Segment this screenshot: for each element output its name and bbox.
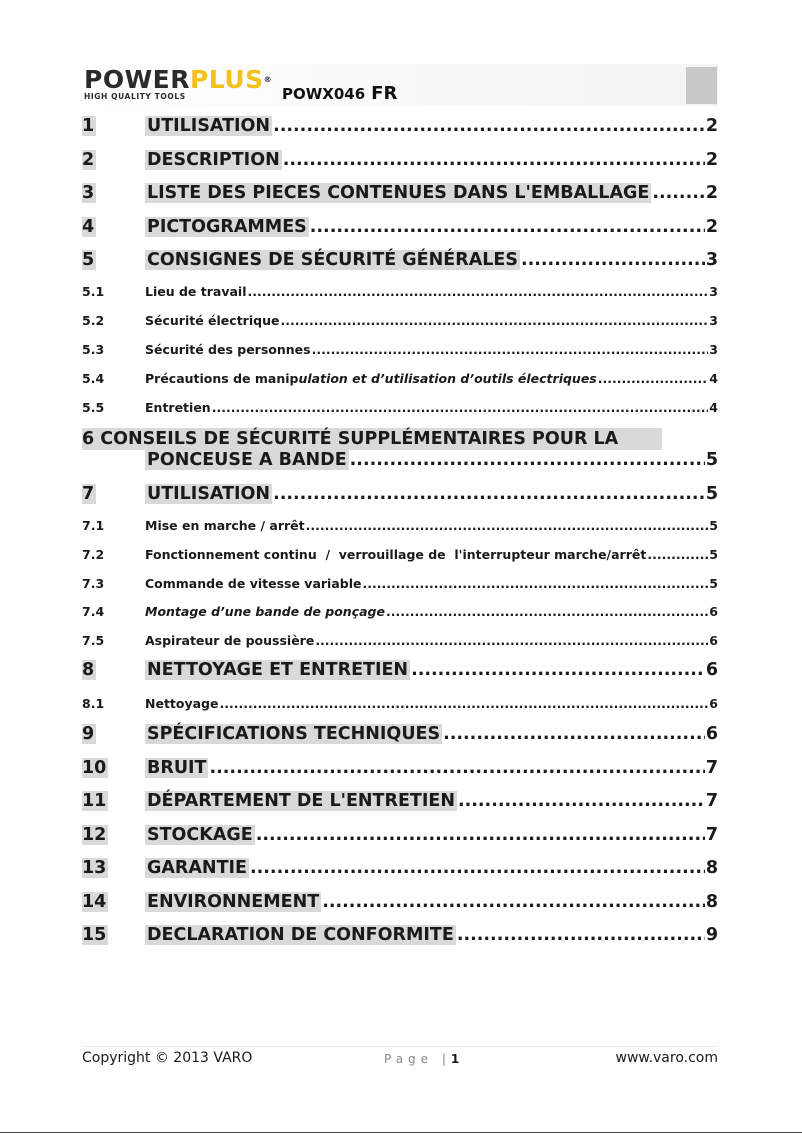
toc-title: STOCKAGE [147, 825, 253, 845]
toc-entry-1[interactable] [82, 116, 718, 140]
toc-title: SPÉCIFICATIONS TECHNIQUES [147, 724, 441, 744]
toc-title: UTILISATION [147, 484, 271, 504]
toc-leader [250, 858, 705, 878]
toc-leader [220, 696, 709, 711]
footer-copyright: Copyright © 2013 VARO [82, 1050, 253, 1066]
toc-number: 5.2 [82, 313, 105, 328]
toc-number: 2 [82, 150, 95, 170]
toc-leader [273, 116, 705, 136]
toc-title: Mise en marche / arrêt [145, 518, 305, 533]
toc-number: 7.4 [82, 604, 105, 619]
toc-entry-7-4[interactable] [82, 604, 718, 622]
toc-page: 2 [705, 116, 718, 136]
footer-divider [82, 1046, 718, 1047]
toc-title: LISTE DES PIECES CONTENUES DANS L'EMBALLAGE [147, 183, 650, 203]
toc-entry-15[interactable] [82, 925, 718, 949]
toc-number: 5.3 [82, 342, 105, 357]
toc-number: 5.4 [82, 371, 105, 386]
toc-entry-9[interactable] [82, 724, 718, 748]
toc-title-italic-part: ulation et d’utilisation d’outils électriques [298, 371, 597, 386]
toc-leader [411, 660, 705, 680]
toc-title: Sécurité des personnes [145, 342, 311, 357]
toc-entry-5-1[interactable] [82, 284, 718, 302]
toc-title: Sécurité électrique [145, 313, 280, 328]
model-code: POWX046 [282, 85, 366, 103]
toc-page: 4 [709, 400, 718, 415]
toc-number: 8.1 [82, 696, 105, 711]
toc-title: PONCEUSE A BANDE [147, 450, 347, 470]
toc-page: 6 [709, 633, 718, 648]
toc-leader [362, 576, 708, 591]
toc-page: 3 [709, 342, 718, 357]
toc-entry-5-4[interactable] [82, 371, 718, 389]
toc-leader [256, 825, 705, 845]
toc-page: 9 [705, 925, 718, 945]
toc-title: BRUIT [147, 758, 207, 778]
toc-entry-7-3[interactable] [82, 576, 718, 594]
toc-page: 7 [705, 791, 718, 811]
toc-page: 2 [705, 183, 718, 203]
toc-leader [652, 183, 704, 203]
toc-page: 3 [709, 313, 718, 328]
toc-leader [647, 547, 708, 562]
toc-leader [386, 604, 708, 619]
toc-entry-5-5[interactable] [82, 400, 718, 418]
toc-title: Commande de vitesse variable [145, 576, 362, 591]
toc-leader [209, 758, 704, 778]
toc-page: 7 [705, 758, 718, 778]
toc-leader [457, 925, 705, 945]
toc-number: 3 [82, 183, 95, 203]
toc-entry-5-3[interactable] [82, 342, 718, 360]
toc-title: Fonctionnement continu / verrouillage de l'interrupteur marche/arrêt [145, 547, 647, 562]
toc-title: Nettoyage [145, 696, 219, 711]
toc-entry-10[interactable] [82, 758, 718, 782]
page-bottom-edge [0, 1132, 802, 1133]
toc-number: 5.5 [82, 400, 105, 415]
logo-registered-mark: ® [263, 75, 273, 84]
toc-title: DESCRIPTION [147, 150, 280, 170]
language-code: FR [371, 83, 398, 104]
toc-page: 5 [709, 576, 718, 591]
toc-number: 8 [82, 660, 95, 680]
toc-leader [310, 217, 705, 237]
header-gray-tab [686, 67, 717, 104]
toc-number: 12 [82, 825, 107, 845]
logo-tagline: HIGH QUALITY TOOLS [84, 92, 186, 101]
toc-title: NETTOYAGE ET ENTRETIEN [147, 660, 409, 680]
model-number [282, 83, 397, 104]
toc-page: 8 [705, 858, 718, 878]
toc-entry-7-2[interactable] [82, 547, 718, 565]
toc-page: 6 [705, 660, 718, 680]
footer-page-number: 1 [450, 1052, 460, 1066]
toc-page: 2 [705, 217, 718, 237]
logo-power-text: POWER [84, 65, 190, 94]
toc-entry-3[interactable] [82, 183, 718, 207]
toc-entry-7-5[interactable] [82, 633, 718, 651]
toc-leader [273, 484, 705, 504]
toc-number: 13 [82, 858, 107, 878]
toc-entry-8[interactable] [82, 660, 718, 684]
toc-entry-7[interactable] [82, 484, 718, 508]
toc-leader [315, 633, 708, 648]
logo-plus-text: PLUS [189, 65, 264, 94]
toc-page: 5 [705, 450, 718, 470]
toc-leader [312, 342, 709, 357]
toc-entry-11[interactable] [82, 791, 718, 815]
toc-title: UTILISATION [147, 116, 271, 136]
toc-page: 7 [705, 825, 718, 845]
toc-entry-5-2[interactable] [82, 313, 718, 331]
toc-entry-8-1[interactable] [82, 696, 718, 714]
toc-title: DÉPARTEMENT DE L'ENTRETIEN [147, 791, 455, 811]
toc-entry-4[interactable] [82, 217, 718, 241]
toc-number: 7.5 [82, 633, 105, 648]
toc-leader [247, 284, 708, 299]
toc-number: 15 [82, 925, 107, 945]
toc-title: PICTOGRAMMES [147, 217, 307, 237]
toc-number: 9 [82, 724, 95, 744]
toc-title-part: Précautions de manip [145, 371, 299, 386]
toc-number: 11 [82, 791, 107, 811]
toc-entry-13[interactable] [82, 858, 718, 882]
toc-title: Montage d’une bande de ponçage [145, 604, 385, 619]
toc-leader [306, 518, 709, 533]
footer-page-indicator [384, 1052, 459, 1066]
powerplus-logo [84, 67, 272, 101]
footer-website: www.varo.com [615, 1050, 718, 1066]
toc-page: 5 [709, 518, 718, 533]
toc-number: 1 [82, 116, 95, 136]
toc-leader [283, 150, 705, 170]
toc-leader [443, 724, 705, 744]
toc-title-line1: 6 CONSEILS DE SÉCURITÉ SUPPLÉMENTAIRES POUR LA [82, 428, 662, 450]
toc-entry-2[interactable] [82, 150, 718, 174]
toc-page: 5 [709, 547, 718, 562]
toc-title: CONSIGNES DE SÉCURITÉ GÉNÉRALES [147, 250, 518, 270]
toc-leader [350, 450, 705, 470]
toc-page: 6 [709, 696, 718, 711]
toc-entry-12[interactable] [82, 825, 718, 849]
toc-title: DECLARATION DE CONFORMITE [147, 925, 454, 945]
toc-title: GARANTIE [147, 858, 247, 878]
toc-title: Entretien [145, 400, 211, 415]
toc-number: 5 [82, 250, 95, 270]
toc-page: 3 [709, 284, 718, 299]
toc-entry-14[interactable] [82, 892, 718, 916]
toc-title: Lieu de travail [145, 284, 247, 299]
toc-title [145, 371, 597, 386]
toc-page: 4 [709, 371, 718, 386]
toc-number: 4 [82, 217, 95, 237]
toc-page: 6 [709, 604, 718, 619]
toc-page: 6 [705, 724, 718, 744]
toc-leader [521, 250, 705, 270]
toc-page: 3 [705, 250, 718, 270]
toc-entry-7-1[interactable] [82, 518, 718, 536]
toc-number: 7.1 [82, 518, 105, 533]
toc-number: 7.3 [82, 576, 105, 591]
toc-leader [280, 313, 708, 328]
toc-leader [322, 892, 705, 912]
toc-number: 10 [82, 758, 107, 778]
footer-page-label: Page | [384, 1052, 451, 1066]
toc-leader [212, 400, 709, 415]
toc-title: ENVIRONNEMENT [147, 892, 320, 912]
toc-number: 7.2 [82, 547, 105, 562]
toc-page: 2 [705, 150, 718, 170]
toc-page: 8 [705, 892, 718, 912]
toc-page: 5 [705, 484, 718, 504]
toc-number: 14 [82, 892, 107, 912]
toc-number: 7 [82, 484, 95, 504]
toc-leader [598, 371, 709, 386]
toc-entry-5[interactable] [82, 250, 718, 274]
toc-title: Aspirateur de poussière [145, 633, 315, 648]
toc-entry-6[interactable] [82, 428, 718, 474]
toc-number: 5.1 [82, 284, 105, 299]
toc-leader [458, 791, 705, 811]
